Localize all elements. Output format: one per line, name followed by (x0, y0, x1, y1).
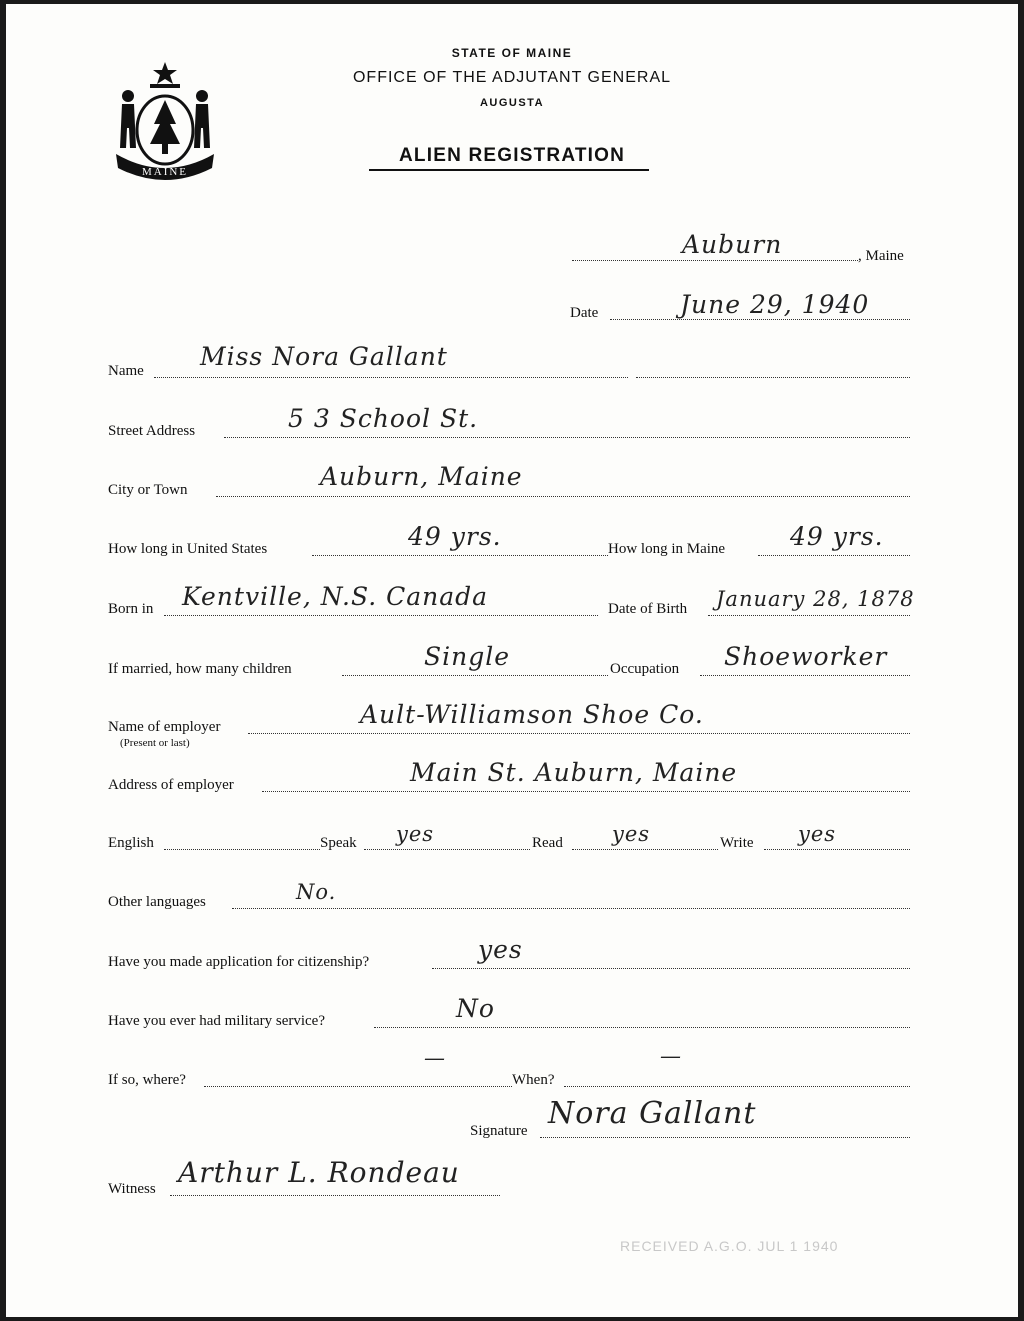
employer-address-label: Address of employer (108, 777, 234, 793)
city-heading: AUGUSTA (479, 97, 545, 109)
born-in-line (164, 615, 598, 616)
other-languages-label: Other languages (108, 894, 206, 910)
street-label: Street Address (108, 423, 196, 439)
title-underline (369, 169, 649, 171)
read-label: Read (532, 835, 563, 851)
employer-label: Name of employer (108, 719, 221, 735)
office-heading: OFFICE OF THE ADJUTANT GENERAL (352, 69, 672, 86)
occupation-label: Occupation (610, 661, 680, 677)
name-label: Name (108, 363, 144, 379)
employer-line (248, 733, 910, 734)
how-long-maine-line (758, 555, 910, 556)
where-value: — (424, 1046, 446, 1070)
read-value: yes (612, 822, 651, 846)
date-line (610, 319, 910, 320)
street-value: 5 3 School St. (288, 404, 479, 433)
employer-value: Ault-Williamson Shoe Co. (360, 700, 704, 729)
speak-value: yes (396, 822, 435, 846)
scan-border-bottom (0, 1317, 1024, 1321)
city-label: City or Town (108, 482, 188, 498)
how-long-us-line (312, 555, 608, 556)
write-line (764, 849, 910, 850)
scan-border-right (1018, 0, 1024, 1321)
english-line (164, 849, 320, 850)
town-line (572, 260, 858, 261)
how-long-maine-value: 49 yrs. (790, 522, 884, 551)
citizenship-value: yes (478, 935, 523, 964)
where-line (204, 1086, 512, 1087)
children-value: Single (424, 642, 511, 671)
write-value: yes (798, 822, 837, 846)
date-of-birth-value: January 28, 1878 (716, 587, 915, 611)
scan-border-left (0, 0, 6, 1321)
city-value: Auburn, Maine (320, 462, 523, 491)
speak-label: Speak (320, 835, 357, 851)
write-label: Write (720, 835, 754, 851)
date-of-birth-label: Date of Birth (608, 601, 688, 617)
witness-value: Arthur L. Rondeau (178, 1156, 460, 1189)
scan-border-top (0, 0, 1024, 4)
name-line-2 (636, 377, 910, 378)
received-stamp: RECEIVED A.G.O. JUL 1 1940 (620, 1238, 839, 1254)
signature-value: Nora Gallant (548, 1096, 757, 1131)
military-value: No (456, 994, 495, 1023)
signature-line (540, 1137, 910, 1138)
employer-address-line (262, 791, 910, 792)
seal-text: MAINE (141, 166, 189, 178)
street-line (224, 437, 910, 438)
when-value: — (660, 1044, 682, 1068)
when-line (564, 1086, 910, 1087)
town-value: Auburn (682, 230, 783, 259)
english-label: English (108, 835, 154, 851)
other-languages-line (232, 908, 910, 909)
employer-note: (Present or last) (120, 737, 190, 749)
date-value: June 29, 1940 (680, 290, 870, 319)
city-line (216, 496, 910, 497)
how-long-us-label: How long in United States (108, 541, 268, 557)
born-in-value: Kentville, N.S. Canada (182, 582, 489, 611)
citizenship-line (432, 968, 910, 969)
children-line (342, 675, 608, 676)
name-value: Miss Nora Gallant (200, 342, 448, 371)
read-line (572, 849, 718, 850)
military-line (374, 1027, 910, 1028)
occupation-line (700, 675, 910, 676)
when-label: When? (512, 1072, 555, 1088)
children-label: If married, how many children (108, 661, 292, 677)
maine-label: , Maine (858, 248, 904, 264)
born-in-label: Born in (108, 601, 154, 617)
form-title: ALIEN REGISTRATION (398, 145, 626, 166)
witness-line (170, 1195, 500, 1196)
date-label: Date (570, 305, 599, 321)
witness-label: Witness (108, 1181, 156, 1197)
military-label: Have you ever had military service? (108, 1013, 325, 1029)
speak-line (364, 849, 530, 850)
state-heading: STATE OF MAINE (451, 46, 573, 60)
signature-label: Signature (470, 1123, 528, 1139)
date-of-birth-line (708, 615, 910, 616)
how-long-us-value: 49 yrs. (408, 522, 502, 551)
name-line (154, 377, 628, 378)
occupation-value: Shoeworker (724, 642, 888, 671)
citizenship-label: Have you made application for citizenship? (108, 954, 370, 970)
how-long-maine-label: How long in Maine (608, 541, 726, 557)
employer-address-value: Main St. Auburn, Maine (410, 758, 738, 787)
other-languages-value: No. (296, 880, 337, 904)
where-label: If so, where? (108, 1072, 186, 1088)
